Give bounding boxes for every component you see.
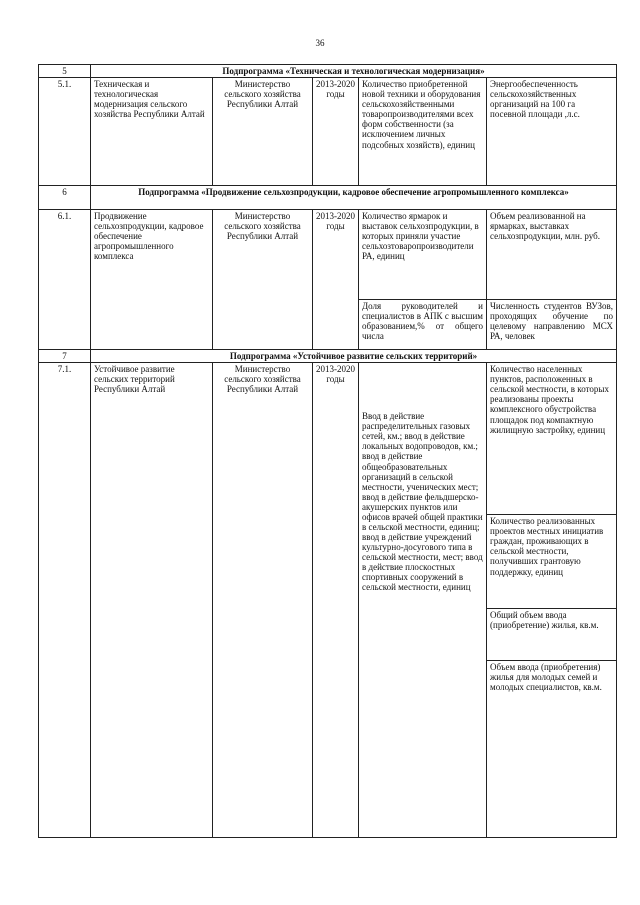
row-result: Количество населенных пунктов, расположенных в сельской местности, в которых реализованы проекты комплексного обустройства площадок под компактную жилищную застройку, единиц: [487, 363, 617, 515]
row-executor: Министерство сельского хозяйства Республики Алтай: [213, 78, 313, 186]
section-number: 7: [39, 350, 91, 363]
row-number: 6.1.: [39, 210, 91, 350]
row-period: 2013-2020 годы: [313, 78, 359, 186]
table-row: [39, 78, 617, 186]
section-number: 5: [39, 65, 91, 78]
row-result: Объем ввода (приобретения) жилья для молодых семей и молодых специалистов, кв.м.: [487, 661, 617, 838]
program-table: [38, 64, 617, 838]
page-number: 36: [315, 38, 325, 48]
row-result: Объем реализованной на ярмарках, выставках сельхозпродукции, млн. руб.: [487, 210, 617, 300]
section-title: Подпрограмма «Продвижение сельхозпродукции, кадровое обеспечение агропромышленного комплекса»: [91, 186, 617, 210]
row-indicator: Ввод в действие распределительных газовых сетей, км.; ввод в действие локальных водопроводов, км.; ввод в действие общеобразовательных организаций в сельской местности, ученических мест; ввод в действие фельдшерско-акушерских пунктов или офисов врачей общей практики в сельской местности, единиц; ввод в действие учреждений культурно-досугового типа в сельской местности, мест; ввод в действие плоскостных спортивных сооружений в сельской местности, единиц: [359, 363, 487, 838]
row-number: 5.1.: [39, 78, 91, 186]
row-executor: Министерство сельского хозяйства Республики Алтай: [213, 363, 313, 838]
section-header-row: [39, 186, 617, 210]
row-result: Общий объем ввода (приобретение) жилья, кв.м.: [487, 609, 617, 661]
row-result: Численность студентов ВУЗов, проходящих обучение по целевому направлению МСХ РА, человек: [487, 300, 617, 350]
section-number: 6: [39, 186, 91, 210]
row-indicator: Доля руководителей и специалистов в АПК с высшим образованием,% от общего числа: [359, 300, 487, 350]
table-row: [39, 363, 617, 515]
row-name: Устойчивое развитие сельских территорий Республики Алтай: [91, 363, 213, 838]
row-result: Энергообеспеченность сельскохозяйственных организаций на 100 га посевной площади ,л.с.: [487, 78, 617, 186]
row-period: 2013-2020 годы: [313, 210, 359, 350]
row-result: Количество реализованных проектов местных инициатив граждан, проживающих в сельской местности, получивших грантовую поддержку, единиц: [487, 515, 617, 609]
row-period: 2013-2020 годы: [313, 363, 359, 838]
row-indicator: Количество приобретенной новой техники и оборудования сельскохозяйственными товаропроизводителями всех форм собственности (за исключением личных подсобных хозяйств), единиц: [359, 78, 487, 186]
table-row: [39, 210, 617, 300]
row-name: Продвижение сельхозпродукции, кадровое обеспечение агропромышленного комплекса: [91, 210, 213, 350]
section-header-row: [39, 350, 617, 363]
row-number: 7.1.: [39, 363, 91, 838]
row-executor: Министерство сельского хозяйства Республики Алтай: [213, 210, 313, 350]
section-header-row: [39, 65, 617, 78]
row-name: Техническая и технологическая модернизация сельского хозяйства Республики Алтай: [91, 78, 213, 186]
section-title: Подпрограмма «Техническая и технологическая модернизация»: [91, 65, 617, 78]
row-indicator: Количество ярмарок и выставок сельхозпродукции, в которых приняли участие сельхозтоваропроизводители РА, единиц: [359, 210, 487, 300]
section-title: Подпрограмма «Устойчивое развитие сельских территорий»: [91, 350, 617, 363]
